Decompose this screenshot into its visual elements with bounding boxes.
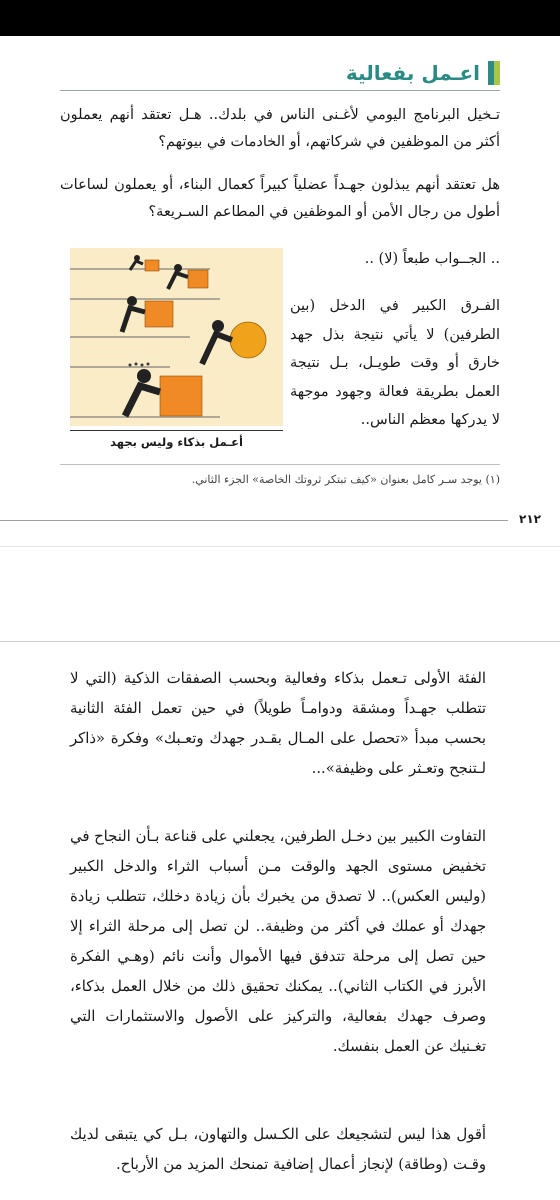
section-title: اعـمل بفعالية (345, 61, 480, 85)
page-bottom-rule (0, 520, 510, 521)
gold-ball (230, 322, 266, 358)
header-accent-bar-green (488, 61, 494, 85)
figure-drawing (70, 248, 283, 426)
paragraph-3: الفـرق الكبير في الدخل (بين الطرفين) لا يأتي نتيجة بذل جهد خارق أو وقت طويـل، بـل نتيجة العمل بطريقة فعالة وجهود موجهة لا يدركها معظم الناس.. (290, 298, 500, 428)
box-small-1 (145, 260, 159, 271)
box-small-2 (188, 270, 208, 288)
figure-caption: أعـمل بذكاء وليس بجهد (70, 430, 283, 454)
book-page-212 (0, 36, 560, 546)
answer-line: .. الجــواب طبعاً (لا) .. (364, 251, 500, 267)
paragraph-2: هل تعتقد أنهم يبذلون جهـداً عضلياً كبيراً كعمال البناء، أو يعملون لساعات أطول من رجال الأمن أو الموظفين في المطاعم السـريعة؟ (60, 177, 500, 220)
box-medium (145, 301, 173, 327)
section-header (60, 56, 500, 91)
illustration-pushing-boxes (70, 248, 283, 426)
paragraph-page2-1: الفئة الأولى تـعمل بذكاء وفعالية وبحسب الصفقات الذكية (التي لا تتطلب جهـداً ومشقة ودوامـاً طويلاً) في حين تعمل الفئة الثانية بحسب مبدأ «تحصل على المـال بقـدر جهدك وتعـبك» وفكرة «ذاكر لـتنجح وتعـثر على وظيفة»... (70, 670, 486, 777)
footnote-divider (60, 464, 500, 465)
paragraph-page2-3: أقول هذا ليس لتشجيعك على الكـسل والتهاون، بـل كي يتبقى لديك وقـت (وطاقة) لإنجاز أعمال إضافية تمنحك المزيد من الأرباح. (70, 1126, 486, 1173)
page-number: ٢١٢ (508, 512, 552, 526)
paragraph-1: تـخيل البرنامج اليومي لأغـنى الناس في بلدك.. هـل تعتقد أنهم يعملون أكثر من الموظفين في شركاتهم، أو الخادمات في بيوتهم؟ (60, 107, 500, 150)
box-large (160, 376, 202, 416)
paragraph-page2-2: التفاوت الكبير بين دخـل الطرفين، يجعلني على قناعة بـأن النجاح في تخفيض مستوى الجهد والوقت مـن أسباب الثراء والدخل الكبير (وليس العكس).. لا تصدق من يخبرك بأن زيادة دخلك، تتطلب زيادة جهدك أو عملك في أكثر من وظيفة.. لن تصل إلى مرحلة الثراء إلا حين تصل إلى مرحلة تتدفق فيها الأموال وأنت نائم (وهـي الفكرة الأبرز في الكتاب الثاني).. يمكنك تحقيق ذلك من خلال العمل بذكاء، وصرف جهدك بفعالية، والتركيز على الأصول والاستثمارات التي تغـنيك عن العمل بنفسك. (69, 828, 486, 1055)
footnote: (١) يوجد سـر كامل بعنوان «كيف تبتكر ثروتك الخاصة» الجزء الثاني. (191, 473, 500, 486)
header-accent-bar-teal (494, 61, 500, 85)
top-status-bar (0, 0, 560, 36)
page-gap (0, 546, 560, 642)
book-page-next (0, 640, 560, 1200)
